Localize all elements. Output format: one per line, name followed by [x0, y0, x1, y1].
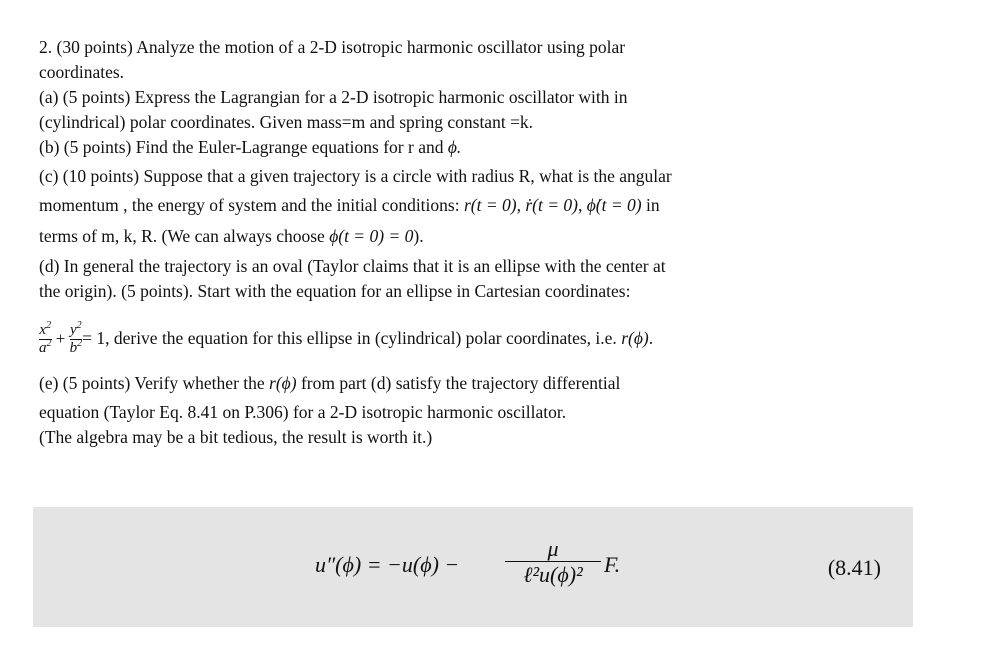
problem-heading-line1: 2. (30 points) Analyze the motion of a 2-D isotropic harmonic oscillator using polar — [39, 37, 626, 57]
equation-fraction — [505, 537, 601, 588]
part-e-line2: equation (Taylor Eq. 8.41 on P.306) for a 2-D isotropic harmonic oscillator. — [39, 402, 567, 422]
part-d-r-phi: r(ϕ) — [621, 328, 649, 348]
part-a-line1: (a) (5 points) Express the Lagrangian for a 2-D isotropic harmonic oscillator with in — [39, 87, 628, 107]
equation-lhs: u″(ϕ) = −u(ϕ) − — [315, 552, 460, 577]
equation-number: (8.41) — [827, 555, 881, 580]
part-d-line1: (d) In general the trajectory is an oval (Taylor claims that it is an ellipse with the center at — [39, 256, 666, 276]
part-c-line3-end: ). — [413, 226, 424, 246]
equation-frac-num: μ — [547, 536, 559, 561]
part-b-text: (b) (5 points) Find the Euler-Lagrange equations for r and — [39, 137, 448, 157]
equation-frac-den: ℓ²u(ϕ)² — [523, 562, 583, 587]
part-e-line1-end: from part (d) satisfy the trajectory differential — [296, 373, 621, 393]
part-d-line3-end: . — [648, 328, 654, 348]
part-c-phi-condition: ϕ(t = 0) = 0 — [329, 226, 414, 246]
ellipse-frac-y: $\frac{y^2}{b^2}$ — [69, 320, 83, 357]
part-e-r-phi: r(ϕ) — [269, 373, 297, 393]
part-e-line1-text: (e) (5 points) Verify whether the — [39, 373, 270, 393]
part-d-line3: $\frac{x^2}{a^2}$ + $\frac{y^2}{b^2}$ = 1, derive the equation for this ellipse in (cylindrical) polar coordinates, i.e. r(ϕ). — [39, 320, 654, 357]
part-c-initial-conditions: r(t = 0), ṙ(t = 0), ϕ̇(t = 0) — [463, 195, 642, 215]
part-b — [39, 136, 461, 158]
ellipse-frac-x: $\frac{x^2}{a^2}$ — [39, 320, 52, 357]
part-a-line2: (cylindrical) polar coordinates. Given mass=m and spring constant =k. — [39, 112, 534, 132]
problem-heading-line2: coordinates. — [39, 62, 125, 82]
equation-rhs: F. — [604, 552, 621, 577]
part-e-line1 — [39, 372, 620, 394]
equation-box — [33, 507, 913, 627]
part-c-line2 — [39, 194, 660, 216]
part-c-line1: (c) (10 points) Suppose that a given trajectory is a circle with radius R, what is the angular — [39, 166, 672, 186]
part-c-line2-end: in — [641, 195, 660, 215]
part-c-line2-text: momentum , the energy of system and the initial conditions: — [39, 195, 464, 215]
part-c-line3 — [39, 225, 424, 247]
ellipse-eq-rest: = 1 — [82, 328, 106, 348]
part-d-line3-text: , derive the equation for this ellipse in (cylindrical) polar coordinates, i.e. — [105, 328, 622, 348]
part-c-line3-text: terms of m, k, R. (We can always choose — [39, 226, 330, 246]
part-d-line2: the origin). (5 points). Start with the equation for an ellipse in Cartesian coordinates: — [39, 281, 631, 301]
part-e-line3: (The algebra may be a bit tedious, the result is worth it.) — [39, 427, 433, 447]
part-b-phi: ϕ. — [447, 137, 462, 157]
